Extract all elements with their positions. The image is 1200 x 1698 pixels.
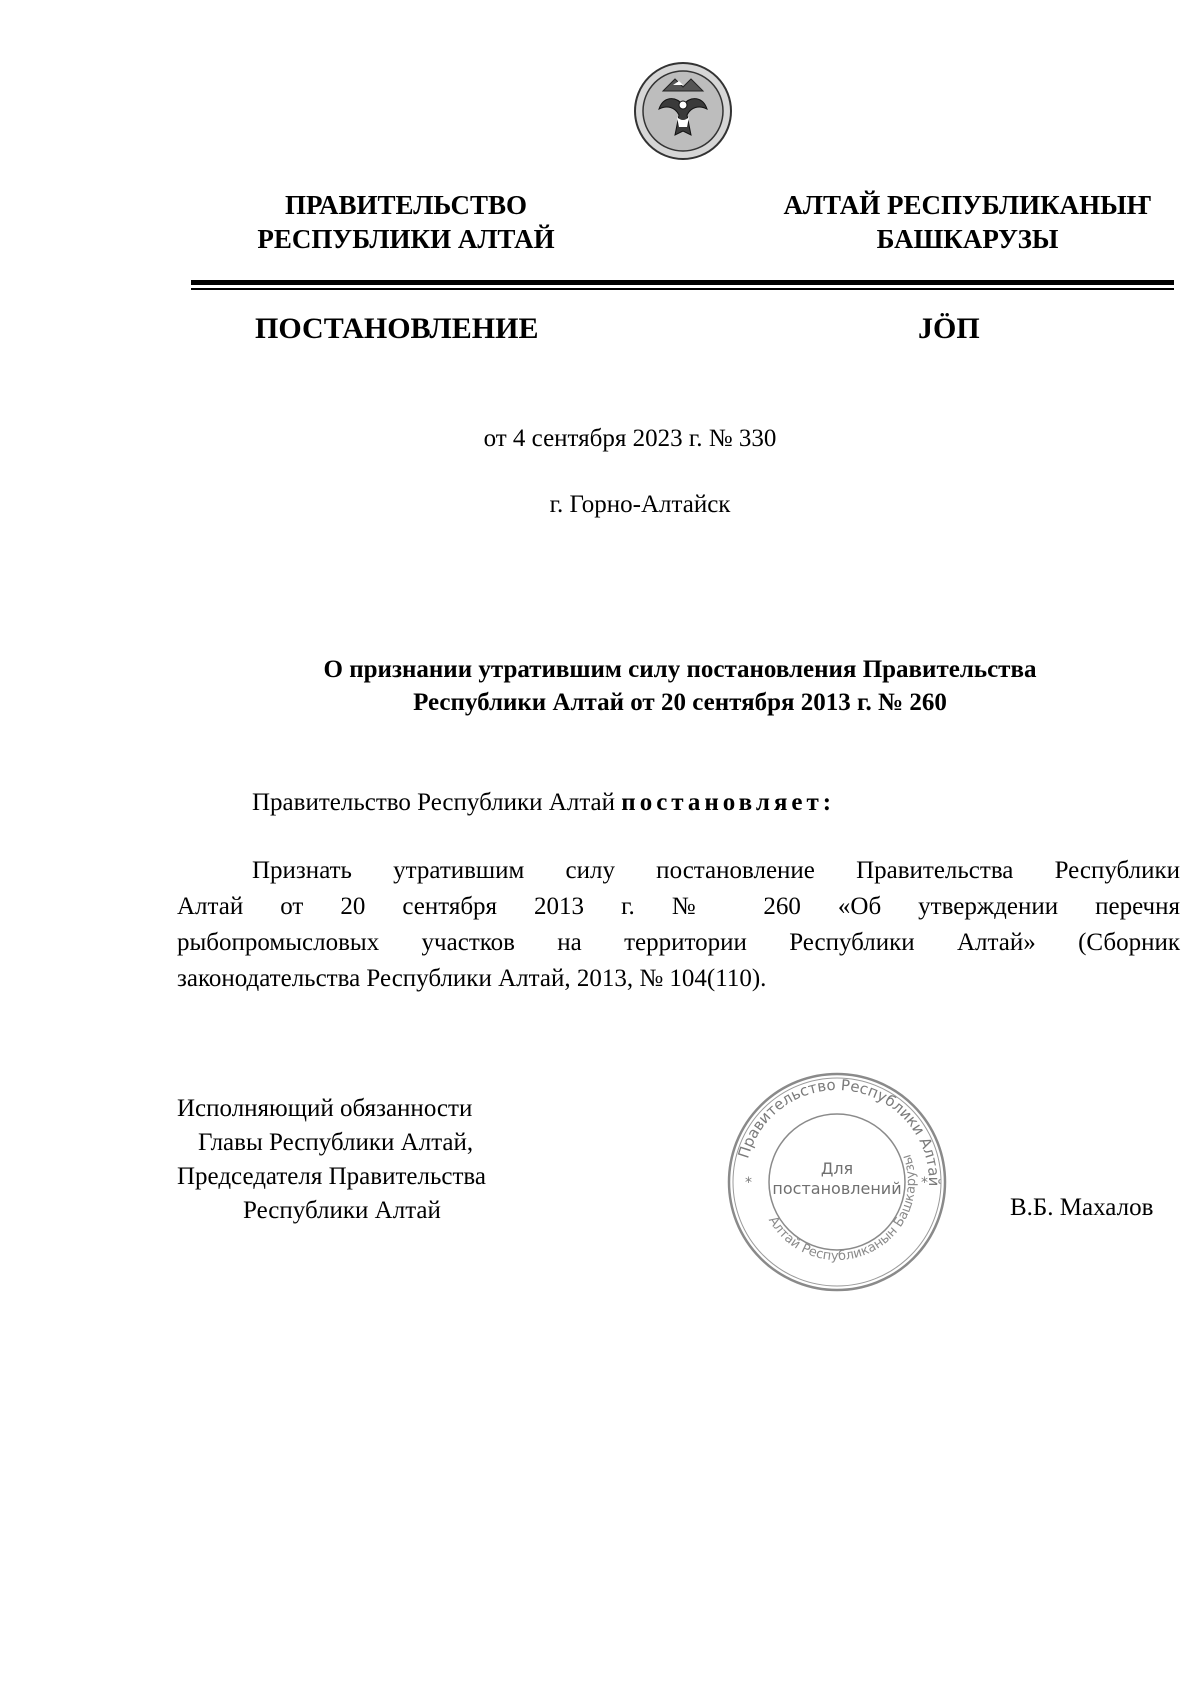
position-line-1: Исполняющий обязанности	[177, 1095, 473, 1122]
svg-text:*: *	[921, 1175, 928, 1191]
decree-subject: Правительство Республики Алтай	[252, 789, 622, 816]
title-line-1: О признании утратившим силу постановления Правительства	[323, 656, 1037, 683]
position-line-3: Председателя Правительства	[177, 1163, 486, 1190]
body-line-2: Алтай от 20 сентября 2013 г. № 260 «Об утверждении перечня	[177, 893, 1180, 920]
body-line-3: рыбопромысловых участков на территории Республики Алтай» (Сборник	[177, 929, 1180, 956]
body-line-4: законодательства Республики Алтай, 2013, № 104(110).	[177, 965, 767, 992]
body-paragraph	[177, 853, 1180, 997]
date-number-line: от 4 сентября 2023 г. № 330	[483, 425, 777, 452]
coat-of-arms-icon	[633, 61, 733, 161]
stamp-inner-text: Алтай Республиканын Башкарузы	[765, 1152, 920, 1265]
signatory-position	[177, 1092, 567, 1228]
title-line-2: Республики Алтай от 20 сентября 2013 г. № 260	[413, 689, 947, 716]
stamp-center-line-2: постановлений	[772, 1179, 902, 1198]
header-rule-thick	[191, 280, 1174, 285]
header-rule-thin	[191, 288, 1174, 290]
decree-verb: постановляет:	[621, 789, 836, 816]
stamp-outer-text: Правительство Республики Алтай	[734, 1075, 944, 1187]
city-line: г. Горно-Алтайск	[549, 491, 731, 518]
svg-text:*: *	[745, 1175, 752, 1191]
decree-line	[252, 788, 835, 818]
header-left	[236, 188, 576, 256]
header-right-line-2: БАШКАРУЗЫ	[876, 224, 1059, 254]
stamp-center-line-1: Для	[820, 1159, 854, 1178]
doc-type-right: JӦП	[918, 312, 980, 345]
official-stamp	[725, 1070, 949, 1294]
body-line-1: Признать утратившим силу постановление Правительства Республики	[252, 857, 1180, 884]
position-line-2: Главы Республики Алтай,	[198, 1129, 474, 1156]
header-right	[745, 188, 1190, 256]
document-title	[180, 653, 1180, 719]
doc-type-left: ПОСТАНОВЛЕНИЕ	[255, 312, 539, 345]
header-left-line-2: РЕСПУБЛИКИ АЛТАЙ	[257, 224, 555, 254]
position-line-4: Республики Алтай	[243, 1197, 441, 1224]
header-left-line-1: ПРАВИТЕЛЬСТВО	[284, 190, 528, 220]
signatory-name: В.Б. Махалов	[1010, 1194, 1154, 1221]
header-right-line-1: АЛТАЙ РЕСПУБЛИКАНЫҤ	[783, 190, 1152, 220]
